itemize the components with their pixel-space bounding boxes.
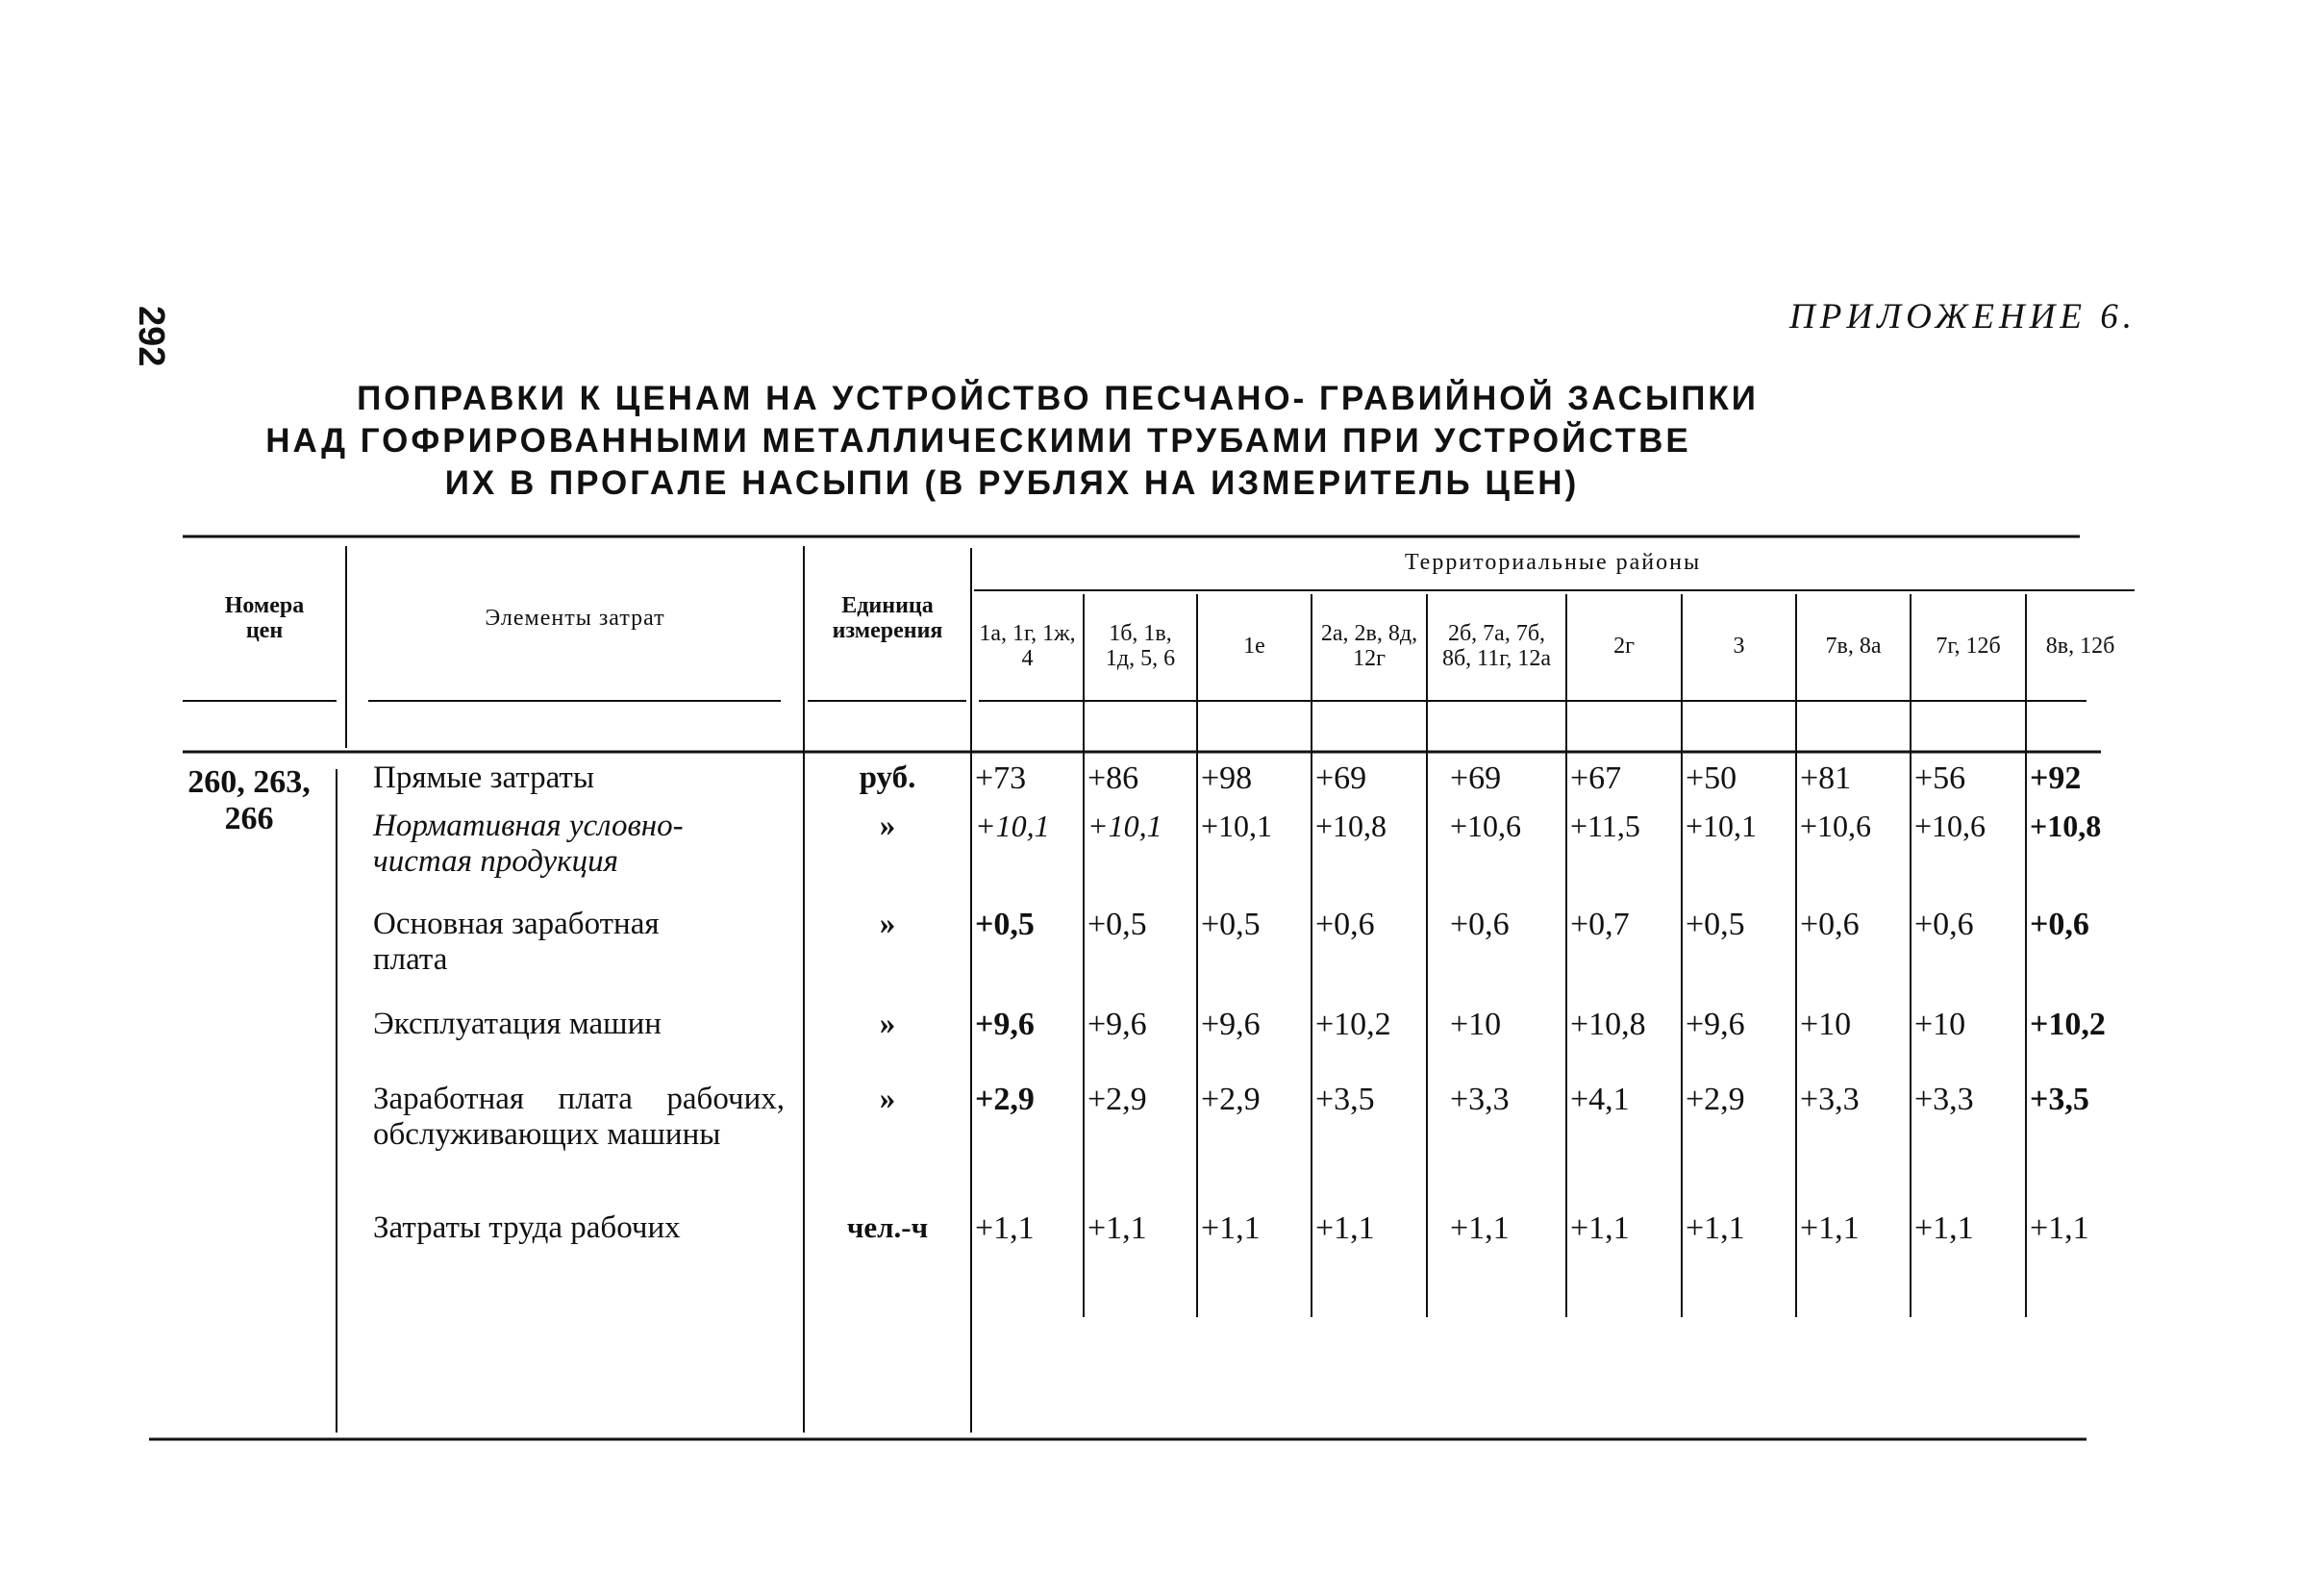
value-cell: +73 (975, 760, 1027, 796)
value-cell: +1,1 (975, 1210, 1035, 1246)
price-corrections-table (183, 535, 2135, 1374)
value-cell: +81 (1800, 760, 1852, 796)
value-cell: +56 (1914, 760, 1966, 796)
unit-cell: » (879, 907, 896, 941)
value-cell: +0,7 (1570, 907, 1630, 942)
value-cell: +0,6 (1800, 907, 1860, 942)
value-cell: +1,1 (2030, 1210, 2089, 1246)
value-cell: +0,5 (975, 907, 1035, 942)
header-region-7: 3 (1733, 633, 1745, 659)
header-unit-text: Единица измерения (832, 592, 943, 643)
column-number (1566, 701, 1682, 739)
header-price-numbers (183, 535, 346, 701)
value-cell: +10,2 (2030, 1007, 2106, 1042)
value-cell: +92 (2030, 760, 2082, 796)
value-cell: +3,3 (1914, 1082, 1974, 1117)
unit-cell: » (879, 1007, 896, 1041)
value-cell: +10,1 (1087, 809, 1162, 843)
value-cell: +10,6 (1450, 809, 1522, 843)
value-cell: +3,3 (1450, 1082, 1510, 1117)
appendix-label: ПРИЛОЖЕНИЕ 6. (1789, 297, 2137, 336)
column-number (183, 701, 346, 739)
column-number (2026, 701, 2135, 739)
title-line-2: НАД ГОФРИРОВАННЫМИ МЕТАЛЛИЧЕСКИМИ ТРУБАМИ ПРИ УСТРОЙСТВЕ (265, 422, 1691, 460)
value-cell: +9,6 (975, 1007, 1035, 1042)
cost-element: Основная заработная плата (373, 907, 660, 977)
column-number (971, 701, 1084, 739)
table-row (183, 1007, 2135, 1076)
header-region-2: 1б, 1в, 1д, 5, 6 (1105, 620, 1176, 671)
value-cell: +0,5 (1201, 907, 1261, 942)
table-row (183, 903, 2135, 1007)
header-region-1: 1а, 1г, 1ж, 4 (979, 620, 1076, 671)
value-cell: +10,6 (1800, 809, 1872, 843)
cost-element: Эксплуатация машин (373, 1007, 662, 1041)
column-number (346, 701, 804, 739)
value-cell: +10 (1450, 1007, 1502, 1042)
column-number (1197, 701, 1312, 739)
column-number (1796, 701, 1911, 739)
value-cell: +69 (1450, 760, 1502, 796)
cost-element: Прямые затраты (373, 760, 595, 795)
value-cell: +10,8 (1570, 1007, 1646, 1042)
value-cell: +10,2 (1315, 1007, 1391, 1042)
value-cell: +1,1 (1686, 1210, 1745, 1246)
value-cell: +4,1 (1570, 1082, 1630, 1117)
header-cost-elements: Элементы затрат (485, 605, 665, 631)
unit-cell: руб. (859, 760, 916, 795)
value-cell: +1,1 (1800, 1210, 1860, 1246)
value-cell: +3,3 (1800, 1082, 1860, 1117)
table-row (183, 797, 2135, 903)
value-cell: +1,1 (1087, 1210, 1147, 1246)
header-region-4: 2а, 2в, 8д, 12г (1320, 620, 1418, 671)
column-number-row (183, 701, 2135, 739)
value-cell: +0,5 (1686, 907, 1745, 942)
header-region-6: 2г (1613, 633, 1635, 659)
empty-space (346, 1268, 2135, 1374)
document-title (265, 378, 1827, 505)
value-cell: +11,5 (1570, 809, 1640, 843)
price-numbers-value: 260, 263, 266 (187, 764, 311, 836)
header-regions-group: Территориальные районы (1404, 550, 1702, 575)
value-cell: +10,1 (1201, 809, 1273, 843)
unit-cell: чел.-ч (846, 1210, 929, 1244)
value-cell: +69 (1315, 760, 1367, 796)
value-cell: +0,5 (1087, 907, 1147, 942)
column-number (1312, 701, 1427, 739)
value-cell: +86 (1087, 760, 1139, 796)
column-number (804, 701, 971, 739)
column-number (1682, 701, 1796, 739)
value-cell: +10,8 (2030, 809, 2102, 843)
value-cell: +9,6 (1087, 1007, 1147, 1042)
header-region-8: 7в, 8а (1825, 633, 1882, 659)
value-cell: +10,1 (975, 809, 1050, 843)
value-cell: +1,1 (1914, 1210, 1974, 1246)
value-cell: +2,9 (975, 1082, 1035, 1117)
value-cell: +1,1 (1315, 1210, 1375, 1246)
price-numbers-cell (183, 739, 346, 1374)
value-cell: +0,6 (1450, 907, 1510, 942)
value-cell: +10,6 (1914, 809, 1987, 843)
value-cell: +3,5 (1315, 1082, 1375, 1117)
value-cell: +0,6 (1914, 907, 1974, 942)
value-cell: +10 (1914, 1007, 1966, 1042)
title-line-1: ПОПРАВКИ К ЦЕНАМ НА УСТРОЙСТВО ПЕСЧАНО- ГРАВИЙНОЙ ЗАСЫПКИ (357, 380, 1759, 417)
value-cell: +0,6 (2030, 907, 2089, 942)
value-cell: +2,9 (1686, 1082, 1745, 1117)
unit-cell: » (879, 809, 896, 843)
cost-element: Нормативная условно-чистая продукция (373, 809, 684, 879)
value-cell: +2,9 (1087, 1082, 1147, 1117)
value-cell: +1,1 (1570, 1210, 1630, 1246)
unit-cell: » (879, 1082, 896, 1116)
value-cell: +9,6 (1686, 1007, 1745, 1042)
value-cell: +1,1 (1450, 1210, 1510, 1246)
header-price-numbers-text: Номера цен (224, 592, 305, 643)
value-cell: +98 (1201, 760, 1253, 796)
cost-element: Заработная плата рабочих, обслуживающих машины (373, 1082, 785, 1152)
value-cell: +3,5 (2030, 1082, 2089, 1117)
value-cell: +1,1 (1201, 1210, 1261, 1246)
value-cell: +10 (1800, 1007, 1852, 1042)
header-region-3: 1е (1243, 633, 1265, 659)
column-number (1427, 701, 1566, 739)
value-cell: +50 (1686, 760, 1737, 796)
table-row (183, 1076, 2135, 1210)
title-line-3: ИХ В ПРОГАЛЕ НАСЫПИ (В РУБЛЯХ НА ИЗМЕРИТЕЛЬ ЦЕН) (444, 464, 1580, 502)
header-region-10: 8в, 12б (2045, 633, 2115, 659)
table-row-empty (183, 1268, 2135, 1374)
cost-element: Затраты труда рабочих (373, 1210, 681, 1245)
table-row (183, 1210, 2135, 1268)
value-cell: +2,9 (1201, 1082, 1261, 1117)
column-number (1084, 701, 1197, 739)
value-cell: +10,8 (1315, 809, 1387, 843)
table-row (183, 739, 2135, 797)
header-unit (804, 535, 971, 701)
value-cell: +0,6 (1315, 907, 1375, 942)
value-cell: +9,6 (1201, 1007, 1261, 1042)
value-cell: +67 (1570, 760, 1622, 796)
page-number: 292 (131, 306, 171, 367)
header-region-9: 7г, 12б (1936, 633, 2001, 659)
column-number (1911, 701, 2026, 739)
value-cell: +10,1 (1686, 809, 1758, 843)
header-region-5: 2б, 7а, 7б, 8б, 11г, 12а (1441, 620, 1552, 671)
